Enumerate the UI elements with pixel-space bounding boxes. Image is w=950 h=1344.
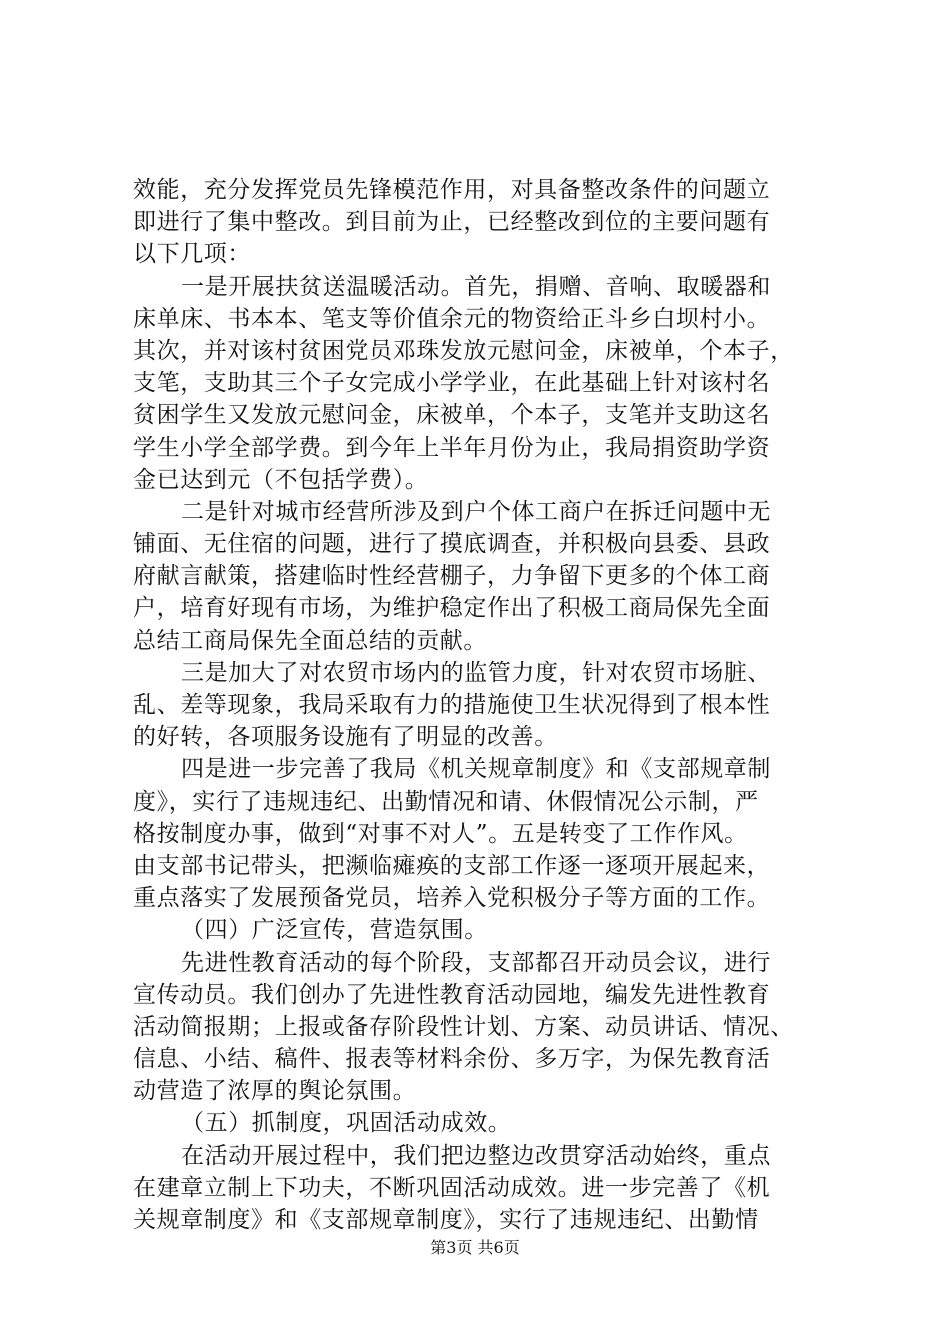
text-line: 以下几项： xyxy=(133,241,251,268)
text-line: 活动简报期；上报或备存阶段性计划、方案、动员讲话、情况、 xyxy=(133,1013,794,1040)
text-line: （四）广泛宣传，营造氛围。 xyxy=(181,917,488,944)
text-line: 金已达到元（不包括学费）。 xyxy=(133,466,429,493)
text-line: 由支部书记带头，把濒临瘫痪的支部工作逐一逐项开展起来， xyxy=(133,852,771,879)
text-line: 的好转，各项服务设施有了明显的改善。 xyxy=(133,724,558,751)
text-line: 四是进一步完善了我局《机关规章制度》和《支部规章制 xyxy=(181,756,771,783)
text-line: 重点落实了发展预备党员，培养入党积极分子等方面的工作。 xyxy=(133,885,771,912)
text-line: 总结工商局保先全面总结的贡献。 xyxy=(133,627,487,654)
text-line: 在建章立制上下功夫，不断巩固活动成效。进一步完善了《机 xyxy=(133,1174,771,1201)
text-line: 学生小学全部学费。到今年上半年月份为止，我局捐资助学资 xyxy=(133,434,771,461)
text-line: 支笔，支助其三个子女完成小学学业，在此基础上针对该村名 xyxy=(133,370,771,397)
text-line: 床单床、书本本、笔支等价值余元的物资给正斗乡白坝村小。 xyxy=(133,305,771,332)
text-line: 格按制度办事，做到“对事不对人”。五是转变了工作作风。 xyxy=(133,820,748,847)
text-line: （五）抓制度，巩固活动成效。 xyxy=(181,1110,512,1137)
page-footer: 第3页 共6页 xyxy=(430,1238,520,1257)
text-line: 信息、小结、稿件、报表等材料余份、多万字，为保先教育活 xyxy=(133,1046,771,1073)
text-line: 先进性教育活动的每个阶段，支部都召开动员会议，进行 xyxy=(181,949,771,976)
text-line: 其次，并对该村贫困党员邓珠发放元慰问金，床被单，个本子， xyxy=(133,337,794,364)
text-line: 乱、差等现象，我局采取有力的措施使卫生状况得到了根本性 xyxy=(133,692,771,718)
text-line: 动营造了浓厚的舆论氛围。 xyxy=(133,1078,417,1105)
text-line: 二是针对城市经营所涉及到户个体工商户在拆迁问题中无 xyxy=(181,498,771,525)
text-line: 宣传动员。我们创办了先进性教育活动园地，编发先进性教育 xyxy=(133,981,771,1008)
text-line: 三是加大了对农贸市场内的监管力度，针对农贸市场脏、 xyxy=(181,659,771,686)
text-line: 效能，充分发挥党员先锋模范作用，对具备整改条件的问题立 xyxy=(133,177,771,203)
text-line: 府献言献策，搭建临时性经营棚子，力争留下更多的个体工商 xyxy=(133,563,771,590)
text-line: 关规章制度》和《支部规章制度》，实行了违规违纪、出勤情 xyxy=(133,1207,759,1233)
text-line: 户，培育好现有市场，为维护稳定作出了积极工商局保先全面 xyxy=(133,595,771,622)
text-line: 一是开展扶贫送温暖活动。首先，捐赠、音响、取暖器和 xyxy=(181,273,771,300)
text-line: 铺面、无住宿的问题，进行了摸底调查，并积极向县委、县政 xyxy=(133,531,771,558)
text-line: 即进行了集中整改。到目前为止，已经整改到位的主要问题有 xyxy=(133,209,771,236)
text-line: 在活动开展过程中，我们把边整边改贯穿活动始终，重点 xyxy=(181,1142,771,1169)
text-line: 度》，实行了违规违纪、出勤情况和请、休假情况公示制，严 xyxy=(133,788,759,815)
text-line: 贫困学生又发放元慰问金，床被单，个本子，支笔并支助这名 xyxy=(133,402,771,429)
document-body xyxy=(133,174,833,1236)
